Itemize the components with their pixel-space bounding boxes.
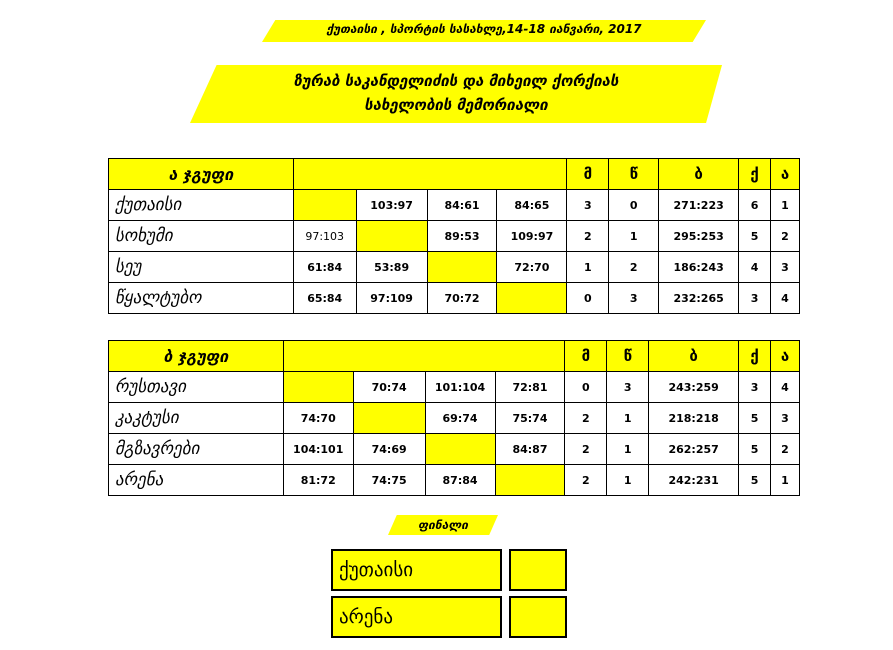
- result-cell: 89:53: [427, 221, 497, 252]
- losses-cell: 0: [609, 190, 659, 221]
- col-header-w: წ: [609, 159, 659, 190]
- team-name: მგზავრები: [109, 434, 284, 465]
- group-b-name: ბ ჯგუფი: [109, 341, 284, 372]
- wins-cell: 0: [565, 372, 607, 403]
- final-label: ფინალი: [418, 518, 468, 532]
- col-header-b: ბ: [649, 341, 739, 372]
- result-cell: 97:103: [293, 221, 356, 252]
- self-cell: [283, 372, 353, 403]
- col-header-a: ა: [770, 341, 799, 372]
- table-row: [109, 190, 800, 221]
- result-cell: 84:61: [427, 190, 497, 221]
- points-cell: 262:257: [649, 434, 739, 465]
- self-cell: [293, 190, 356, 221]
- group-a-header-row: [109, 159, 800, 190]
- table-row: [109, 403, 800, 434]
- title-line-1: ზურაბ საკანდელიძის და მიხეილ ქორქიას: [293, 72, 619, 90]
- self-cell: [425, 434, 495, 465]
- place-cell: 1: [770, 190, 799, 221]
- result-cell: 72:70: [497, 252, 567, 283]
- result-cell: 74:69: [353, 434, 425, 465]
- table-row: [109, 221, 800, 252]
- group-a-table: [108, 158, 800, 314]
- group-b-header-row: [109, 341, 800, 372]
- team-name: წყალტუბო: [109, 283, 294, 314]
- col-header-w: წ: [607, 341, 649, 372]
- location-date-text: ქუთაისი , სპორტის სასახლე,14-18 იანვარი, 2017: [326, 22, 642, 36]
- result-cell: 84:87: [495, 434, 565, 465]
- points-cell: 218:218: [649, 403, 739, 434]
- result-cell: 97:109: [356, 283, 427, 314]
- result-cell: 101:104: [425, 372, 495, 403]
- result-cell: 81:72: [283, 465, 353, 496]
- wins-cell: 2: [565, 465, 607, 496]
- wins-cell: 1: [567, 252, 609, 283]
- score-cell: 3: [739, 283, 771, 314]
- self-cell: [497, 283, 567, 314]
- result-cell: 87:84: [425, 465, 495, 496]
- points-cell: 242:231: [649, 465, 739, 496]
- losses-cell: 1: [609, 221, 659, 252]
- score-cell: 5: [739, 465, 771, 496]
- team-name: რუსთავი: [109, 372, 284, 403]
- place-cell: 2: [770, 434, 799, 465]
- team-name: არენა: [109, 465, 284, 496]
- result-cell: 70:74: [353, 372, 425, 403]
- col-header-q: ქ: [739, 341, 771, 372]
- result-cell: 65:84: [293, 283, 356, 314]
- col-header-m: მ: [567, 159, 609, 190]
- team-name: სეუ: [109, 252, 294, 283]
- score-cell: 5: [739, 221, 771, 252]
- wins-cell: 2: [567, 221, 609, 252]
- title-line-2: სახელობის მემორიალი: [364, 96, 548, 114]
- score-cell: 6: [739, 190, 771, 221]
- group-a-name: ა ჯგუფი: [109, 159, 294, 190]
- col-header-q: ქ: [739, 159, 771, 190]
- col-header-a: ა: [770, 159, 799, 190]
- wins-cell: 2: [565, 403, 607, 434]
- points-cell: 295:253: [659, 221, 739, 252]
- score-cell: 4: [739, 252, 771, 283]
- result-cell: 53:89: [356, 252, 427, 283]
- group-b-table: [108, 340, 800, 496]
- table-row: [109, 434, 800, 465]
- result-cell: 61:84: [293, 252, 356, 283]
- team-name: სოხუმი: [109, 221, 294, 252]
- place-cell: 3: [770, 252, 799, 283]
- group-a-header-blank: [293, 159, 567, 190]
- place-cell: 4: [770, 372, 799, 403]
- result-cell: 74:75: [353, 465, 425, 496]
- place-cell: 1: [770, 465, 799, 496]
- self-cell: [356, 221, 427, 252]
- score-cell: 3: [739, 372, 771, 403]
- self-cell: [495, 465, 565, 496]
- result-cell: 74:70: [283, 403, 353, 434]
- points-cell: 186:243: [659, 252, 739, 283]
- result-cell: 75:74: [495, 403, 565, 434]
- final-team-1: ქუთაისი: [331, 549, 502, 591]
- wins-cell: 2: [565, 434, 607, 465]
- result-cell: 72:81: [495, 372, 565, 403]
- losses-cell: 2: [609, 252, 659, 283]
- result-cell: 69:74: [425, 403, 495, 434]
- final-score-1: [509, 549, 567, 591]
- table-row: [109, 283, 800, 314]
- final-score-2: [509, 596, 567, 638]
- col-header-m: მ: [565, 341, 607, 372]
- team-name: ქუთაისი: [109, 190, 294, 221]
- wins-cell: 3: [567, 190, 609, 221]
- result-cell: 70:72: [427, 283, 497, 314]
- points-cell: 271:223: [659, 190, 739, 221]
- points-cell: 232:265: [659, 283, 739, 314]
- losses-cell: 1: [607, 465, 649, 496]
- losses-cell: 1: [607, 403, 649, 434]
- place-cell: 4: [770, 283, 799, 314]
- wins-cell: 0: [567, 283, 609, 314]
- team-name: კაკტუსი: [109, 403, 284, 434]
- losses-cell: 3: [607, 372, 649, 403]
- final-team-2: არენა: [331, 596, 502, 638]
- losses-cell: 1: [607, 434, 649, 465]
- group-b-header-blank: [283, 341, 565, 372]
- result-cell: 109:97: [497, 221, 567, 252]
- points-cell: 243:259: [649, 372, 739, 403]
- table-row: [109, 372, 800, 403]
- table-row: [109, 465, 800, 496]
- table-row: [109, 252, 800, 283]
- result-cell: 103:97: [356, 190, 427, 221]
- result-cell: 84:65: [497, 190, 567, 221]
- losses-cell: 3: [609, 283, 659, 314]
- result-cell: 104:101: [283, 434, 353, 465]
- place-cell: 3: [770, 403, 799, 434]
- score-cell: 5: [739, 434, 771, 465]
- self-cell: [353, 403, 425, 434]
- score-cell: 5: [739, 403, 771, 434]
- self-cell: [427, 252, 497, 283]
- place-cell: 2: [770, 221, 799, 252]
- col-header-b: ბ: [659, 159, 739, 190]
